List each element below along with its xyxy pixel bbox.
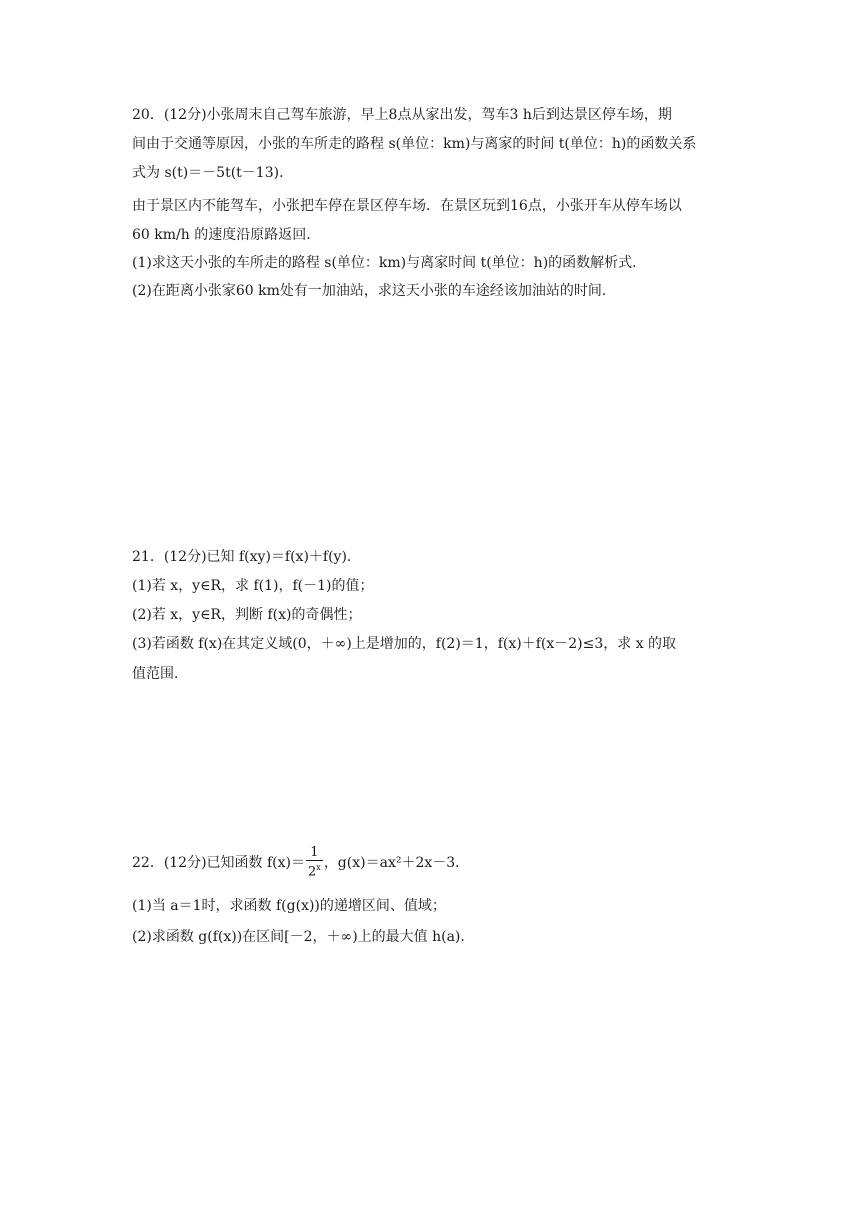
q22-stem-prefix: 22．(12分)已知函数 f(x)＝ xyxy=(132,855,306,871)
q22-fraction-exponent: x xyxy=(316,863,321,873)
q22-fraction xyxy=(306,846,323,879)
q20-line-5: 60 km/h 的速度沿原路返回． xyxy=(132,227,321,243)
q20-line-2: 间由于交通等原因，小张的车所走的路程 s(单位：km)与离家的时间 t(单位：h)的函数关系 xyxy=(132,136,697,152)
q22-stem-suffix: ，g(x)＝ax²＋2x－3． xyxy=(323,855,470,871)
q21-part-3-line-2: 值范围． xyxy=(132,666,188,682)
q20-line-3: 式为 s(t)＝－5t(t－13)． xyxy=(132,165,294,181)
q21-part-2: (2)若 x，y∈R，判断 f(x)的奇偶性； xyxy=(132,607,362,623)
q21-stem: 21．(12分)已知 f(xy)＝f(x)＋f(y)． xyxy=(132,549,361,565)
q22-fraction-base: 2 xyxy=(308,864,317,880)
q20-part-2: (2)在距离小张家60 km处有一加油站，求这天小张的车途经该加油站的时间． xyxy=(132,283,616,299)
q20-line-1: 20．(12分)小张周末自己驾车旅游，早上8点从家出发，驾车3 h后到达景区停车场，期 xyxy=(132,107,672,123)
q20-line-4: 由于景区内不能驾车，小张把车停在景区停车场．在景区玩到16点，小张开车从停车场以 xyxy=(132,198,682,214)
q22-stem xyxy=(132,846,469,880)
q22-fraction-denominator xyxy=(306,861,323,879)
q22-fraction-numerator: 1 xyxy=(306,846,323,861)
q22-part-1: (1)当 a＝1时，求函数 f(g(x))的递增区间、值域； xyxy=(132,898,446,914)
q20-part-1: (1)求这天小张的车所走的路程 s(单位：km)与离家时间 t(单位：h)的函数解析式． xyxy=(132,255,647,271)
q21-part-1: (1)若 x，y∈R，求 f(1)，f(－1)的值； xyxy=(132,578,374,594)
q21-part-3-line-1: (3)若函数 f(x)在其定义域(0，＋∞)上是增加的，f(2)＝1，f(x)＋f(x－2)≤3，求 x 的取 xyxy=(132,636,677,652)
q22-part-2: (2)求函数 g(f(x))在区间[－2，＋∞)上的最大值 h(a)． xyxy=(132,929,475,945)
